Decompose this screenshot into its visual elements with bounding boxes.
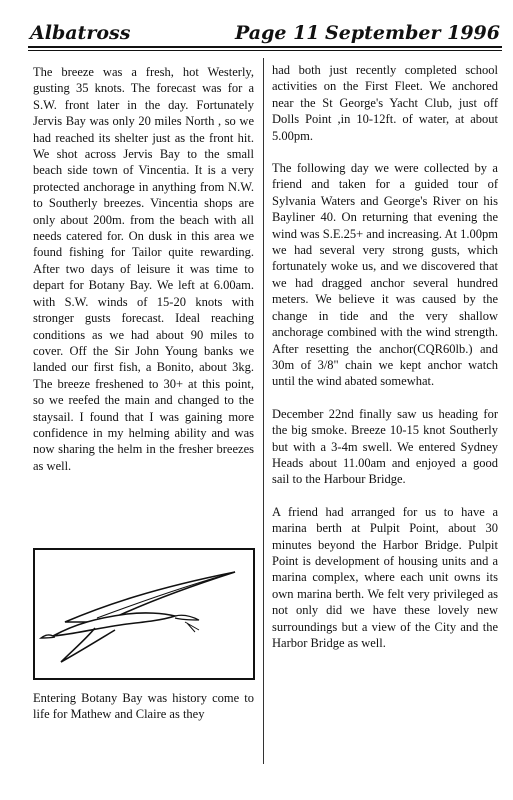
article-paragraph: had both just recently completed school activities on the First Fleet. We anchored near the St George's Yacht Club, just off Dolls Point ,in 10-12ft. of water, at about 5.00pm. — [272, 63, 498, 143]
left-column — [33, 64, 254, 474]
figure-caption: Entering Botany Bay was history come to life for Mathew and Claire as they — [33, 691, 254, 722]
albatross-illustration-icon — [35, 550, 249, 674]
page-header — [30, 22, 500, 46]
right-column — [272, 62, 498, 651]
article-paragraph: The breeze was a fresh, hot Westerly, gusting 35 knots. The forecast was for a S.W. front later in the day. Fortunately Jervis Bay was only 20 miles North , so we had reached its shelter just as the front hit. We shot across Jervis Bay to the small beach side town of Vincentia. It is a very protected anchorage in anything from N.W. to Southerly breezes. Vincentia shops are only about 200m. from the beach with all needs catered for. On dusk in this area we found fishing for Tailor quite rewarding. After two days of leisure it was time to depart for Botany Bay. We left at 6.00am. with S.W. winds of 15-20 knots with stronger gusts forecast. Ideal reaching conditions as we had about 90 miles to cover. Off the Sir John Young banks we landed our first fish, a Bonito, about 3kg. The breeze freshened to 30+ at this point, so we reefed the main and changed to the staysail. I found that I was gaining more confidence in my helming ability and was now sharing the helm in the fresher breezes as well. — [33, 65, 254, 473]
article-paragraph: The following day we were collected by a friend and taken for a guided tour of Sylvania Waters and George's River on his Bayliner 40. On returning that evening the wind was S.E.25+ and increasing. At 1.00pm we had several very strong gusts, which fortunately woke us, and we discovered that we had dragged anchor several hundred meters. We believe it was caused by the change in tide and the very shallow anchorage combined with the wind strength. After resetting the anchor(CQR60lb.) and 30m of 3/8" chain we kept anchor watch until the wind abated somewhat. — [272, 161, 498, 389]
header-rule-thin — [28, 50, 502, 51]
page-number: Page 11 — [235, 22, 320, 44]
newsletter-title: Albatross — [30, 22, 131, 44]
albatross-figure — [33, 548, 255, 680]
header-rule — [28, 46, 502, 48]
article-paragraph: A friend had arranged for us to have a marina berth at Pulpit Point, about 30 minutes beyond the Harbor Bridge. Pulpit Point is development of housing units and a marina complex, where each unit owns its own marina berth. We felt very privileged as not only did we have these lovely new surroundings but a view of the City and the Harbor Bridge as well. — [272, 504, 498, 650]
column-divider — [263, 58, 264, 764]
article-paragraph: December 22nd finally saw us heading for the big smoke. Breeze 10-15 knot Southerly but with a 3-4m swell. We entered Sydney Heads about 11.00am and enjoyed a good sail to the Harbour Bridge. — [272, 406, 498, 487]
issue-date: September 1996 — [325, 22, 500, 44]
